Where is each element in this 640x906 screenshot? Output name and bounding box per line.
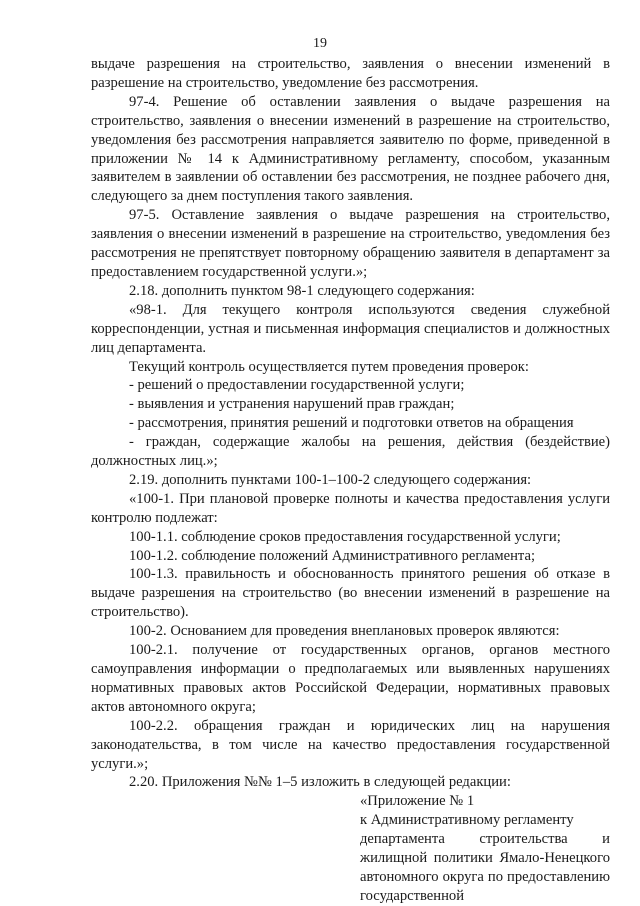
paragraph: 100-1.2. соблюдение положений Административного регламента; [129,547,535,564]
appendix-subtitle: к Административному регламенту [360,812,574,829]
paragraph: 100-1.1. соблюдение сроков предоставления государственной услуги; [129,528,561,545]
paragraph: 100-1.3. правильность и обоснованность принятого решения об отказе в выдаче разрешения на строительство (во внесении изменений в разрешение на строительство). [91,566,610,621]
paragraph: - выявления и устранения нарушений прав граждан; [129,396,455,413]
paragraph: «100-1. При плановой проверке полноты и качества предоставления услуги контролю подлежат: [91,490,610,526]
appendix-body: департамента строительства и жилищной политики Ямало-Ненецкого автономного округа по предоставлению государственной [360,831,610,904]
appendix-title: «Приложение № 1 [360,793,475,810]
paragraph: - граждан, содержащие жалобы на решения, действия (бездействие) должностных лиц.»; [91,434,610,470]
paragraph: 2.20. Приложения №№ 1–5 изложить в следующей редакции: [129,774,511,791]
paragraph: 100-2. Основанием для проведения внеплановых проверок являются: [129,623,560,640]
paragraph: 97-4. Решение об оставлении заявления о выдаче разрешения на строительство, заявления о внесении изменений в разрешение на строительство, уведомления без рассмотрения направляется заявителю по форме, приведенной в приложении № 14 к Административному регламенту, способом, указанным заявителем в заявлении об оставлении без рассмотрения, не позднее рабочего дня, следующего за днем поступления такого заявления. [91,93,610,205]
page-number: 19 [313,36,327,51]
paragraph-list [91,55,610,792]
document-body [91,55,610,906]
paragraph: 97-5. Оставление заявления о выдаче разрешения на строительство, заявления о внесении изменений в разрешение на строительство, уведомления без рассмотрения не препятствует повторному обращению заявителя в департамент за предоставлением государственной услуги.»; [91,207,610,280]
paragraph: 2.18. дополнить пунктом 98-1 следующего содержания: [129,282,475,299]
paragraph: - решений о предоставлении государственной услуги; [129,377,465,394]
paragraph: 2.19. дополнить пунктами 100-1–100-2 следующего содержания: [129,471,532,488]
paragraph: 100-2.2. обращения граждан и юридических лиц на нарушения законодательства, в том числе на качество предоставления государственной услуги.»; [91,717,610,772]
paragraph: 100-2.1. получение от государственных органов, органов местного самоуправления информации о предполагаемых или выявленных нарушениях нормативных правовых актов Российской Федерации, нормативных правовых актов автономного округа; [91,642,610,715]
paragraph: Текущий контроль осуществляется путем проведения проверок: [129,358,529,375]
appendix-header [360,792,610,905]
paragraph: «98-1. Для текущего контроля используются сведения служебной корреспонденции, устная и письменная информация специалистов и должностных лиц департамента. [91,301,610,356]
paragraph: - рассмотрения, принятия решений и подготовки ответов на обращения [129,415,574,432]
paragraph: выдаче разрешения на строительство, заявления о внесении изменений в разрешение на строительство, уведомление без рассмотрения. [91,56,610,91]
